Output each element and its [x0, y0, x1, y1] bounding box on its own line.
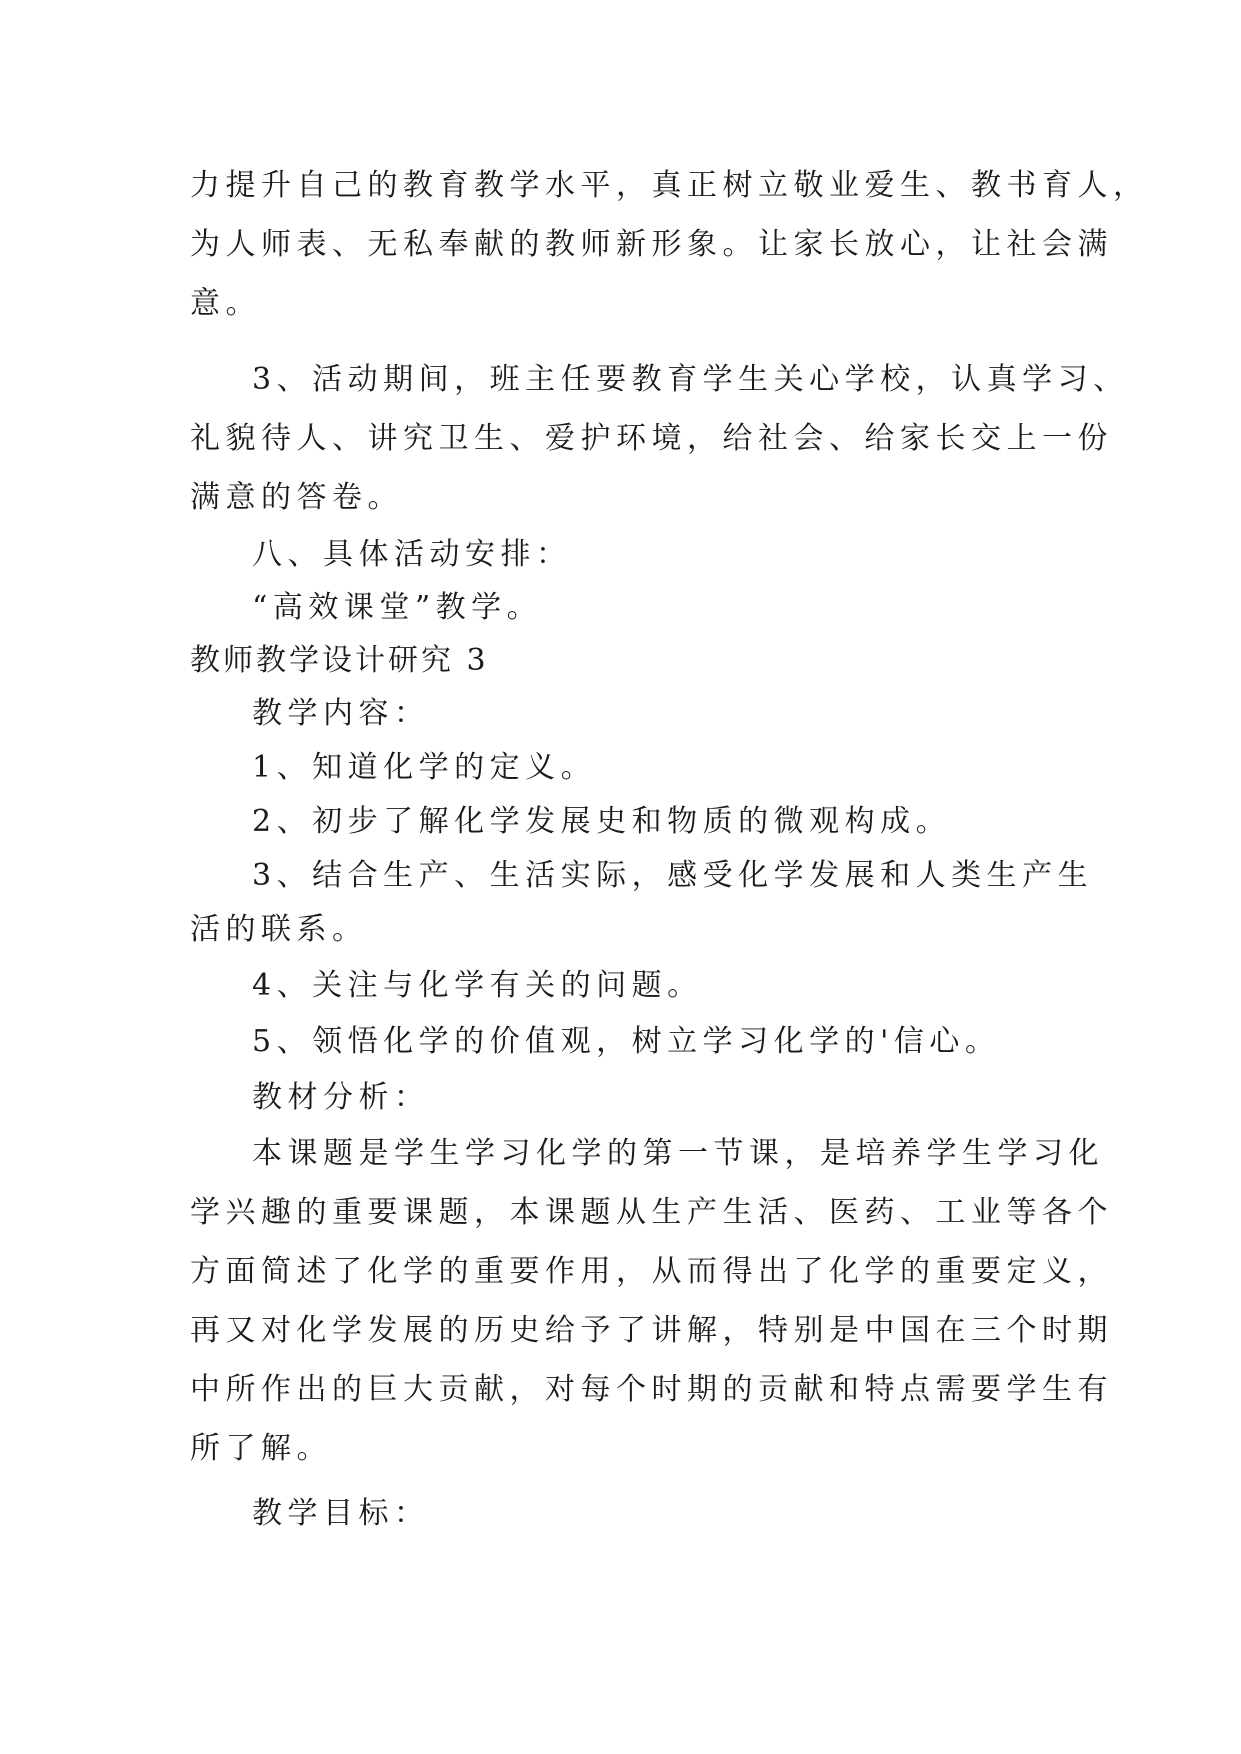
- section-heading: 八、具体活动安排：: [252, 537, 572, 572]
- list-item: 5、领悟化学的价值观，树立学习化学的'信心。: [252, 1024, 1001, 1059]
- list-item: 2、初步了解化学发展史和物质的微观构成。: [252, 804, 952, 839]
- list-item: 3、结合生产、生活实际，感受化学发展和人类生产生: [252, 858, 1094, 893]
- paragraph-line: 中所作出的巨大贡献，对每个时期的贡献和特点需要学生有: [190, 1372, 1113, 1407]
- paragraph-line: 意。: [190, 286, 261, 321]
- document-title: 教师教学设计研究 3: [190, 643, 489, 678]
- paragraph-line: 满意的答卷。: [190, 480, 403, 515]
- section-heading: 教学目标：: [252, 1496, 430, 1531]
- paragraph-line: 再又对化学发展的历史给予了讲解，特别是中国在三个时期: [190, 1313, 1113, 1348]
- paragraph-line: 3、活动期间，班主任要教育学生关心学校，认真学习、: [252, 362, 1129, 397]
- section-heading: 教材分析：: [252, 1080, 430, 1115]
- paragraph-line: 本课题是学生学习化学的第一节课，是培养学生学习化: [252, 1136, 1104, 1171]
- paragraph-line: 礼貌待人、讲究卫生、爱护环境，给社会、给家长交上一份: [190, 421, 1113, 456]
- paragraph-line: 活的联系。: [190, 912, 368, 947]
- paragraph-line: 所了解。: [190, 1431, 332, 1466]
- paragraph-line: 为人师表、无私奉献的教师新形象。让家长放心，让社会满: [190, 227, 1113, 262]
- list-item: 4、关注与化学有关的问题。: [252, 968, 703, 1003]
- section-heading: 教学内容：: [252, 696, 430, 731]
- list-item: 1、知道化学的定义。: [252, 750, 597, 785]
- paragraph-line: “高效课堂”教学。: [252, 590, 543, 625]
- paragraph-line: 学兴趣的重要课题，本课题从生产生活、医药、工业等各个: [190, 1195, 1113, 1230]
- paragraph-line: 力提升自己的教育教学水平，真正树立敬业爱生、教书育人，: [190, 168, 1149, 203]
- paragraph-line: 方面简述了化学的重要作用，从而得出了化学的重要定义，: [190, 1254, 1113, 1289]
- document-body: [190, 156, 1149, 1543]
